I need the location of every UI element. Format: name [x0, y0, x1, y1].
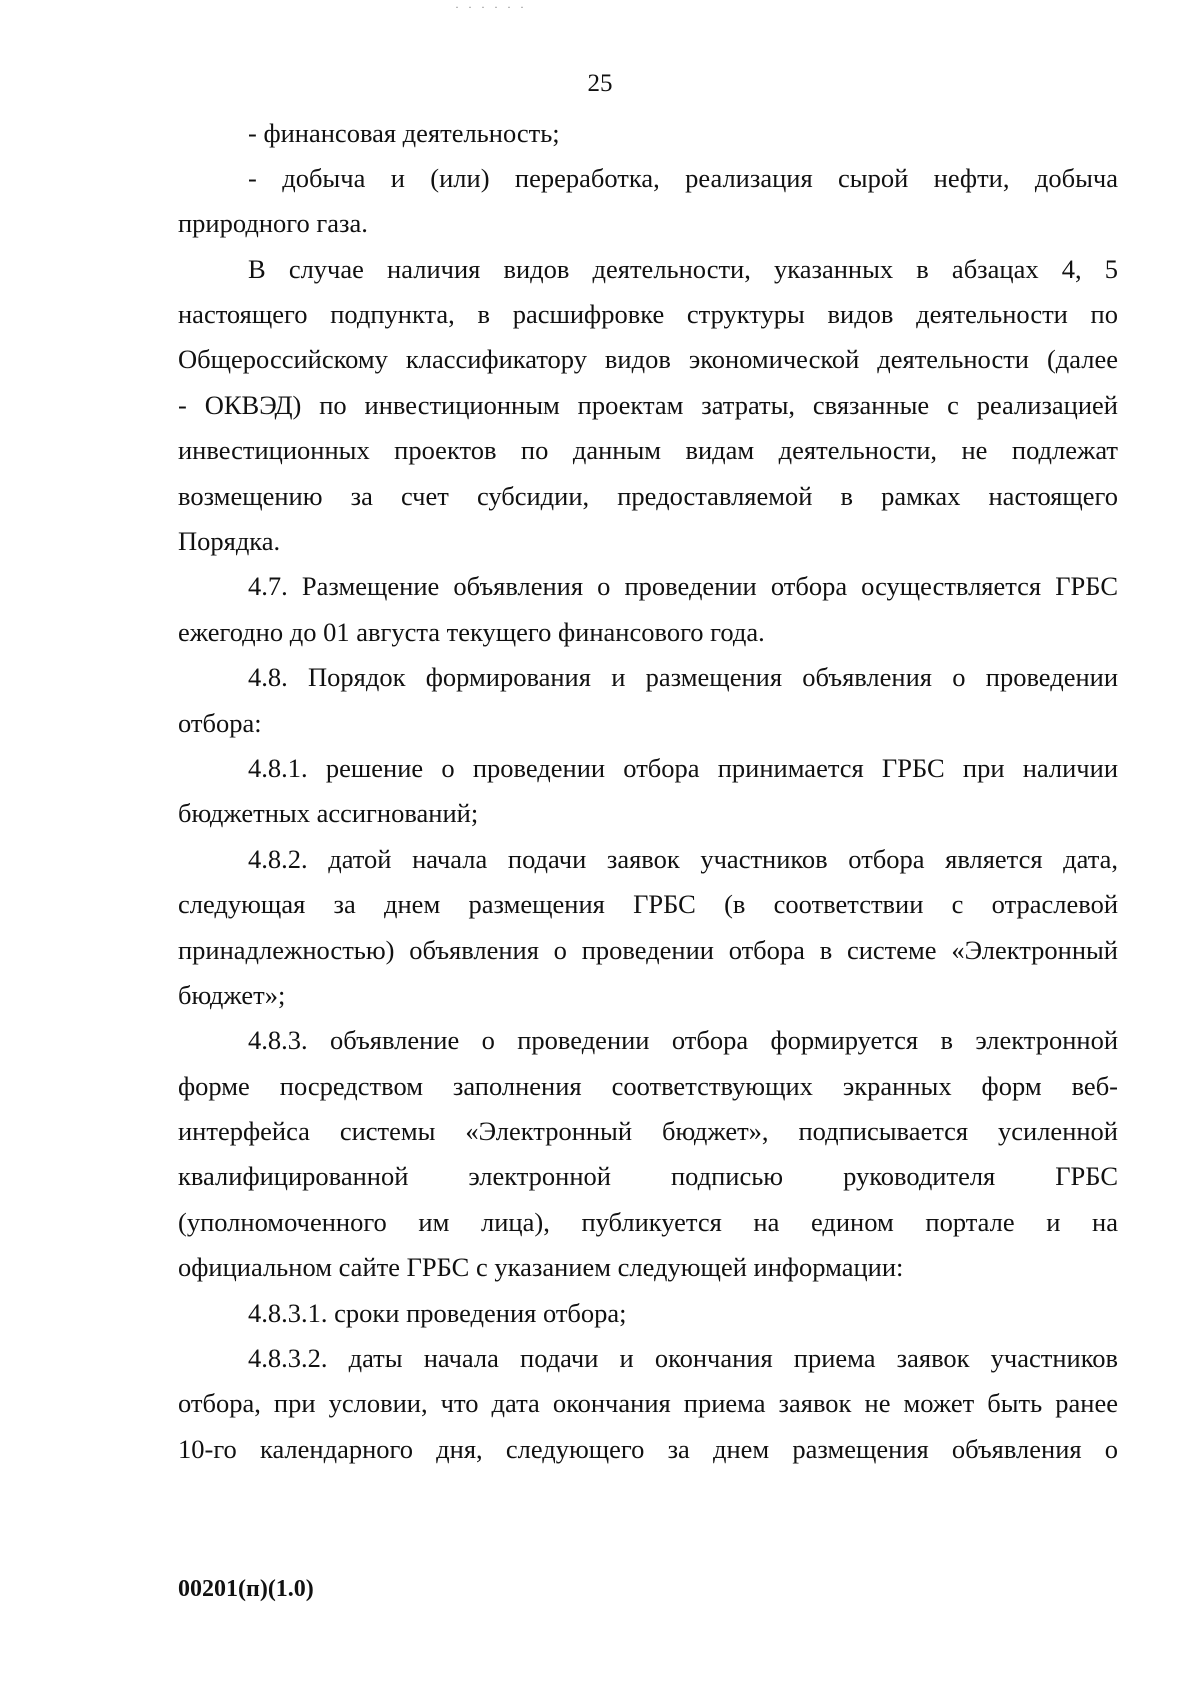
text-line: отбора, при условии, что дата окончания приема заявок не может быть ранее	[178, 1388, 1118, 1418]
text-line: форме посредством заполнения соответствующих экранных форм веб-	[178, 1071, 1118, 1101]
text-line: - добыча и (или) переработка, реализация сырой нефти, добыча	[248, 163, 1118, 193]
text-line: интерфейса системы «Электронный бюджет», подписывается усиленной	[178, 1116, 1118, 1146]
text-line: 4.8.3.2. даты начала подачи и окончания приема заявок участников	[248, 1343, 1118, 1373]
text-line: принадлежностью) объявления о проведении отбора в системе «Электронный	[178, 935, 1118, 965]
text-line: бюджетных ассигнований;	[178, 798, 479, 828]
text-line: (уполномоченного им лица), публикуется на едином портале и на	[178, 1207, 1118, 1237]
text-line: - финансовая деятельность;	[248, 118, 560, 148]
page-number: 25	[587, 70, 613, 97]
text-line: - ОКВЭД) по инвестиционным проектам затраты, связанные с реализацией	[178, 390, 1118, 420]
text-line: 4.8.3. объявление о проведении отбора формируется в электронной	[248, 1025, 1118, 1055]
text-line: Порядка.	[178, 526, 281, 556]
text-line: возмещению за счет субсидии, предоставляемой в рамках настоящего	[178, 481, 1118, 511]
document-code: 00201(п)(1.0)	[178, 1576, 314, 1602]
text-line: бюджет»;	[178, 980, 286, 1010]
text-line: природного газа.	[178, 208, 368, 238]
text-line: В случае наличия видов деятельности, указанных в абзацах 4, 5	[248, 254, 1118, 284]
text-line: 10-го календарного дня, следующего за днем размещения объявления о	[178, 1434, 1118, 1464]
scan-artifact: · · · · · ·	[455, 0, 527, 14]
text-line: квалифицированной электронной подписью руководителя ГРБС	[178, 1161, 1118, 1191]
text-line: инвестиционных проектов по данным видам деятельности, не подлежат	[178, 435, 1118, 465]
text-line: ежегодно до 01 августа текущего финансового года.	[178, 617, 765, 647]
text-line: настоящего подпункта, в расшифровке структуры видов деятельности по	[178, 299, 1118, 329]
text-line: официальном сайте ГРБС с указанием следующей информации:	[178, 1252, 904, 1282]
text-line: Общероссийскому классификатору видов экономической деятельности (далее	[178, 344, 1118, 374]
text-line: отбора:	[178, 708, 262, 738]
text-line: 4.8. Порядок формирования и размещения объявления о проведении	[248, 662, 1118, 692]
text-line: следующая за днем размещения ГРБС (в соответствии с отраслевой	[178, 889, 1118, 919]
text-line: 4.8.1. решение о проведении отбора принимается ГРБС при наличии	[248, 753, 1118, 783]
text-line: 4.8.3.1. сроки проведения отбора;	[248, 1298, 627, 1328]
text-line: 4.7. Размещение объявления о проведении отбора осуществляется ГРБС	[248, 571, 1118, 601]
text-line: 4.8.2. датой начала подачи заявок участников отбора является дата,	[248, 844, 1118, 874]
